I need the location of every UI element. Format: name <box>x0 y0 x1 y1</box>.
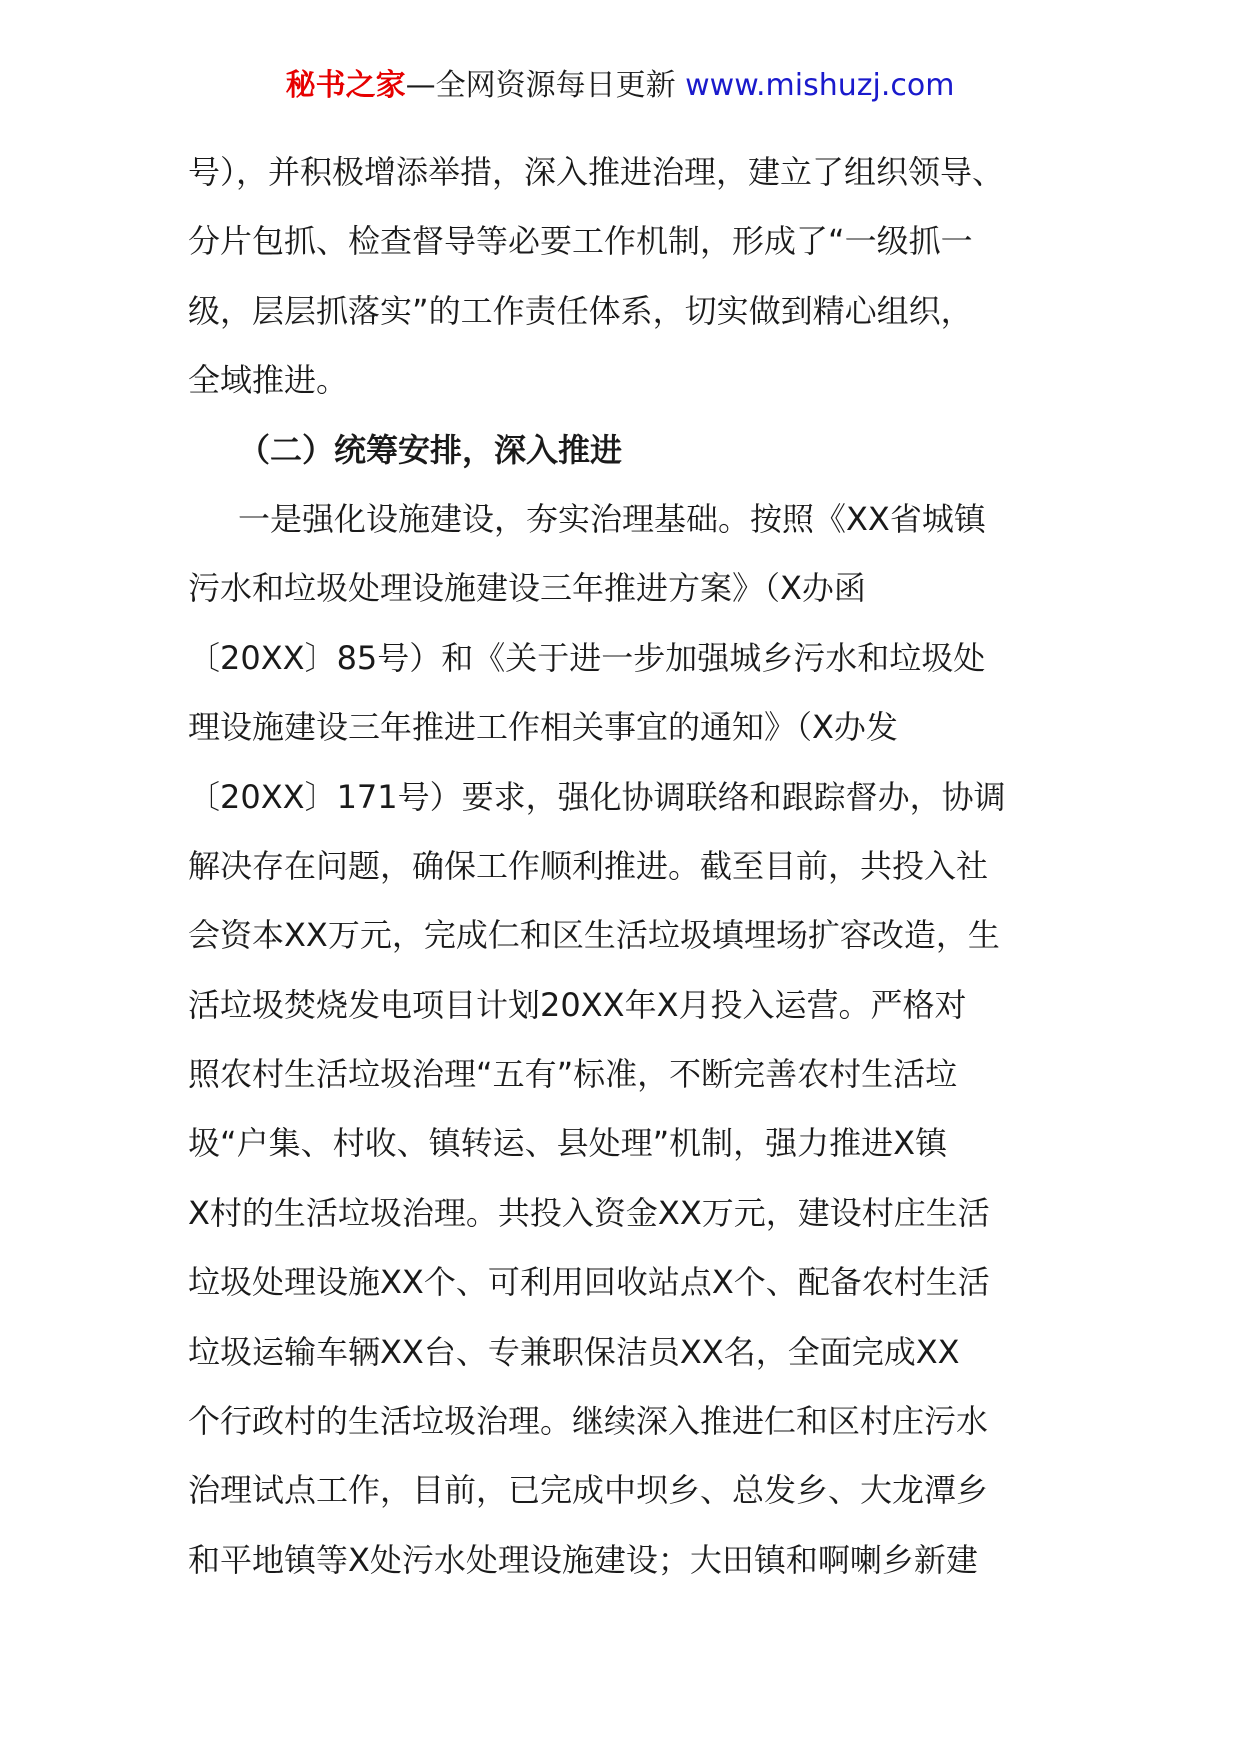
paragraph-line: 治理试点工作，目前，已完成中坝乡、总发乡、大龙潭乡 <box>188 1471 989 1510</box>
paragraph-line: 圾“户集、村收、镇转运、县处理”机制，强力推进X镇 <box>188 1124 948 1163</box>
paragraph-line: 污水和垃圾处理设施建设三年推进方案》（X办函 <box>188 569 866 608</box>
paragraph-line: 会资本XX万元，完成仁和区生活垃圾填埋场扩容改造，生 <box>188 916 1000 955</box>
paragraph-line: 照农村生活垃圾治理“五有”标准，不断完善农村生活垃 <box>188 1055 958 1094</box>
paragraph-line: 级，层层抓落实”的工作责任体系，切实做到精心组织， <box>188 291 973 330</box>
paragraph-line: 一是强化设施建设，夯实治理基础。按照《XX省城镇 <box>238 499 986 538</box>
paragraph-line: 〔20XX〕85号）和《关于进一步加强城乡污水和垃圾处 <box>188 638 986 677</box>
site-url-link[interactable]: www.mishuzj.com <box>685 68 955 103</box>
paragraph-line: 活垃圾焚烧发电项目计划20XX年X月投入运营。严格对 <box>188 985 967 1024</box>
paragraph-line: 分片包抓、检查督导等必要工作机制，形成了“一级抓一 <box>188 222 973 261</box>
document-body <box>188 138 1068 1595</box>
paragraph-line: 号），并积极增添举措，深入推进治理，建立了组织领导、 <box>188 153 1005 191</box>
paragraph-line: 理设施建设三年推进工作相关事宜的通知》（X办发 <box>188 708 898 747</box>
paragraph-line: 垃圾运输车辆XX台、专兼职保洁员XX名，全面完成XX <box>188 1332 960 1371</box>
paragraph-line: 个行政村的生活垃圾治理。继续深入推进仁和区村庄污水 <box>188 1402 989 1441</box>
paragraph-line: 全域推进。 <box>188 361 349 400</box>
paragraph-line: 〔20XX〕171号）要求，强化协调联络和跟踪督办，协调 <box>188 777 1006 816</box>
section-heading: （二）统筹安排，深入推进 <box>238 430 623 469</box>
site-brand: 秘书之家 <box>285 68 406 103</box>
page-header <box>0 66 1240 106</box>
site-tagline: —全网资源每日更新 <box>405 68 686 103</box>
paragraph-line: 垃圾处理设施XX个、可利用回收站点X个、配备农村生活 <box>188 1263 990 1302</box>
paragraph-line: X村的生活垃圾治理。共投入资金XX万元，建设村庄生活 <box>188 1193 990 1232</box>
paragraph-line: 和平地镇等X处污水处理设施建设；大田镇和啊喇乡新建 <box>188 1540 978 1579</box>
paragraph-line: 解决存在问题，确保工作顺利推进。截至目前，共投入社 <box>188 846 989 885</box>
